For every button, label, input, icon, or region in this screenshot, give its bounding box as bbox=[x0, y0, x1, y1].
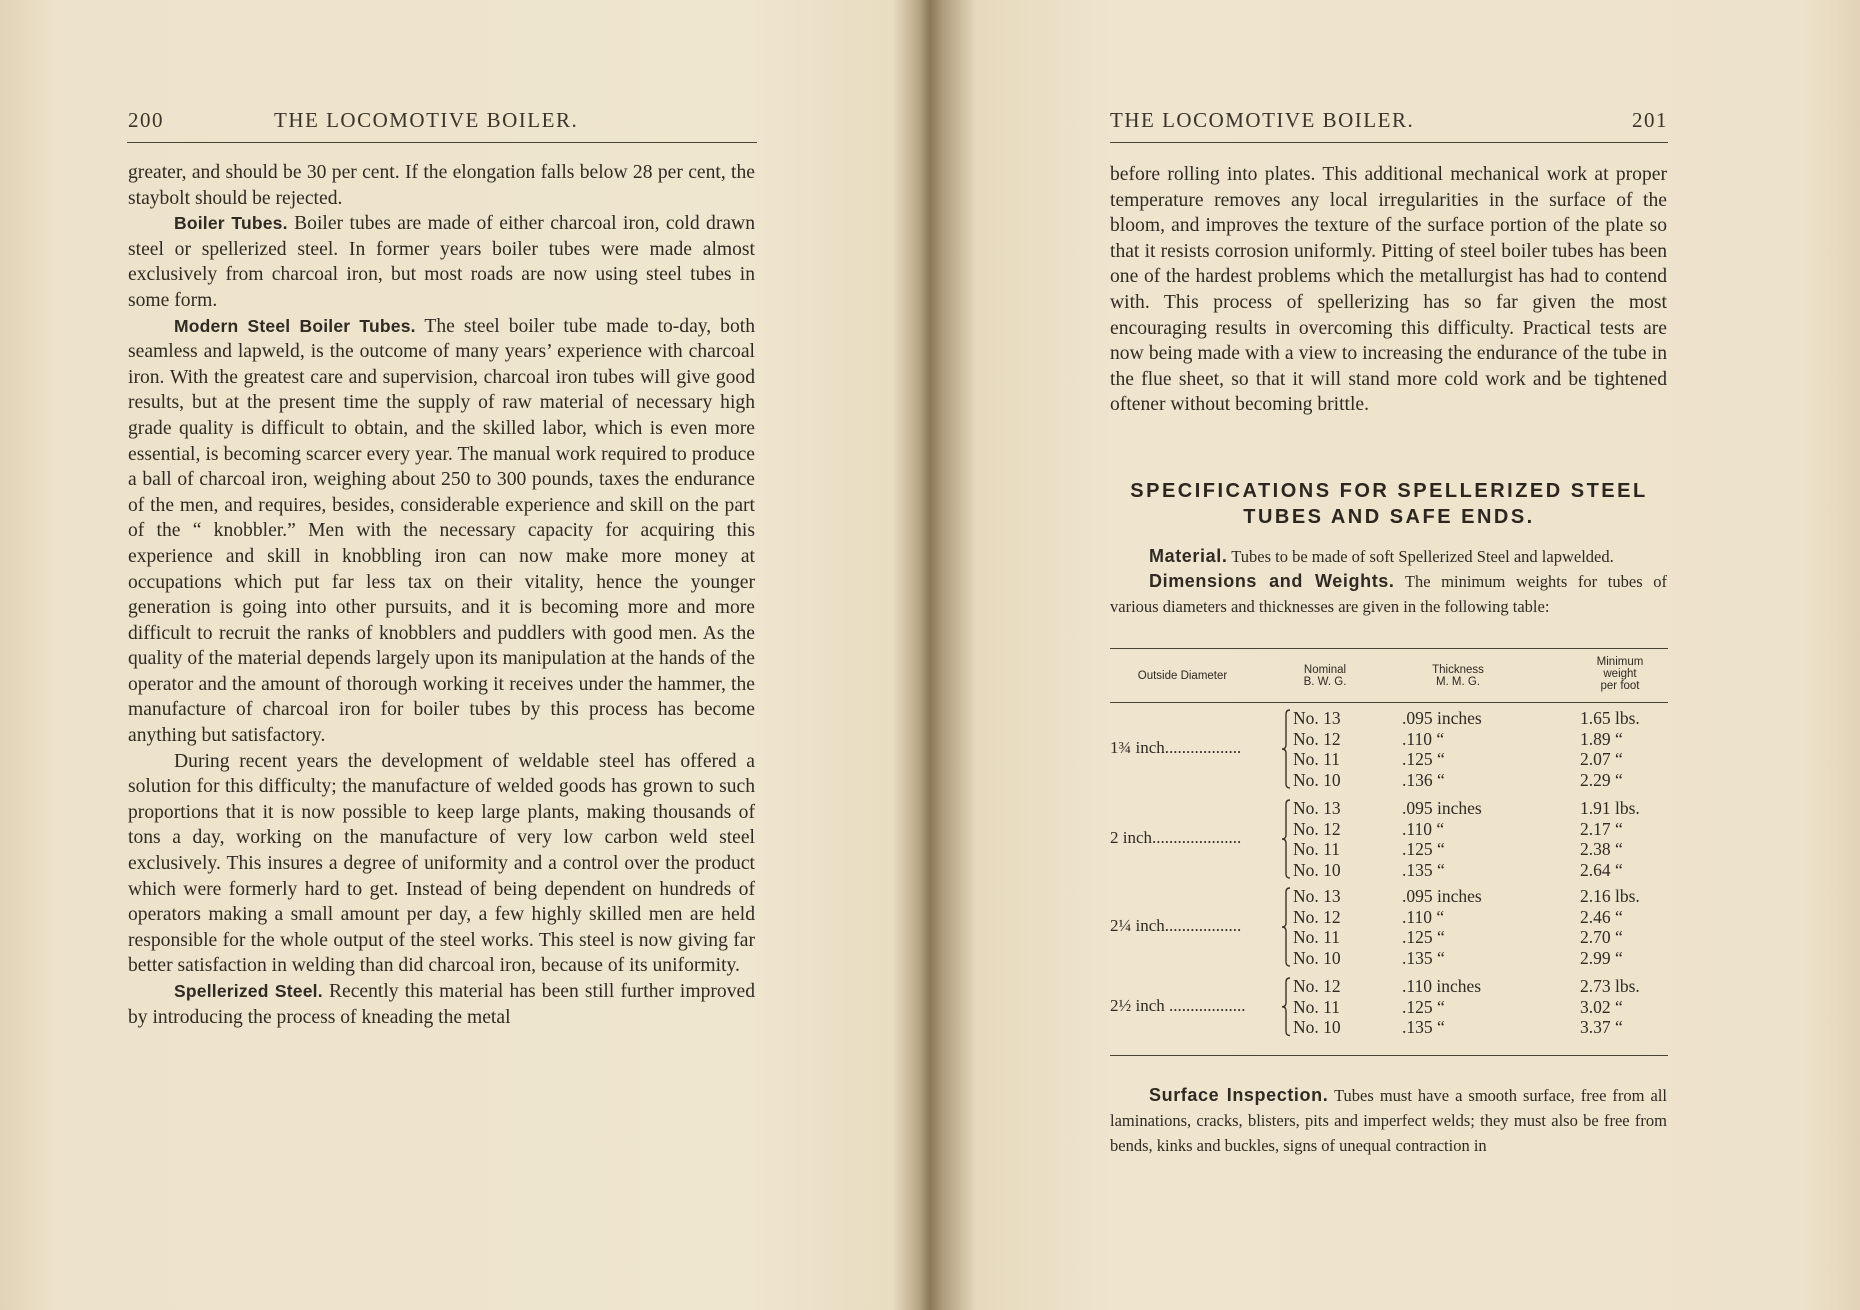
outside-diameter-cell: 2 inch..................... bbox=[1110, 828, 1242, 847]
table-rule bbox=[1110, 702, 1668, 703]
thickness-cell: .125 “ bbox=[1402, 749, 1445, 769]
nominal-column bbox=[1293, 976, 1373, 1038]
nominal-cell: No. 11 bbox=[1293, 996, 1340, 1017]
paragraph: During recent years the development of weldable steel has offered a solution for this difficulty; the manufacture of welded goods has grown to such proportions that it is now possible to keep large plants, making thousands of tons a day, working on the manufacture of very low carbon weld steel exclusively. This insures a degree of uniformity and a control over the product which were formerly hard to get. Instead of being dependent on hundreds of operators making a small amount per day, a few highly skilled men are held responsible for the whole output of the steel works. This steel is now giving far better satisfaction in welding than did charcoal iron, because of its uniformity. bbox=[128, 750, 755, 977]
paragraph-text: Boiler tubes are made of either charcoal iron, cold drawn steel or spellerized steel. In former years boiler tubes were made almost exclusively from charcoal iron, but most roads are now using steel tubes in some form. bbox=[128, 213, 756, 311]
nominal-cell: No. 13 bbox=[1293, 798, 1341, 818]
section-heading: Dimensions and Weights. bbox=[1149, 571, 1395, 591]
specifications-table bbox=[1110, 648, 1668, 1058]
nominal-cell: No. 10 bbox=[1293, 947, 1341, 968]
nominal-cell: No. 10 bbox=[1293, 1017, 1341, 1037]
nominal-column bbox=[1293, 708, 1373, 790]
nominal-cell: No. 13 bbox=[1293, 886, 1341, 906]
weight-column bbox=[1580, 976, 1665, 1038]
head-rule bbox=[1110, 142, 1668, 143]
thickness-cell: .095 inches bbox=[1402, 886, 1482, 906]
nominal-cell: No. 10 bbox=[1293, 769, 1341, 790]
weight-cell: 2.46 “ bbox=[1580, 906, 1623, 927]
nominal-cell: No. 12 bbox=[1293, 906, 1341, 927]
thickness-cell: .125 “ bbox=[1402, 927, 1445, 947]
paragraph bbox=[1110, 569, 1667, 619]
surface-inspection bbox=[1110, 1083, 1667, 1158]
thickness-cell: .135 “ bbox=[1402, 947, 1445, 968]
thickness-cell: .110 inches bbox=[1402, 976, 1482, 996]
page-number: 200 bbox=[128, 108, 164, 132]
left-page bbox=[0, 0, 920, 1310]
weight-cell: 3.02 “ bbox=[1580, 996, 1623, 1017]
nominal-cell: No. 11 bbox=[1293, 749, 1340, 769]
brace-icon bbox=[1281, 708, 1291, 790]
paragraph-text: The steel boiler tube made to-day, both seamless and lapweld, is the outcome of many years’ experience with charcoal iron. With the greatest care and supervision, charcoal iron tubes will give good results, but at the present time the supply of raw material of necessary high grade quality is difficult to obtain, and the skilled labor, which is even more essential, is becoming scarcer every year. The manual work required to produce a ball of charcoal iron, weighing about 250 to 300 pounds, taxes the endurance of the men, and requires, besides, considerable experience and skill on the part of the “ knobbler.” Men with the necessary capacity for acquiring this experience and skill in knobbling iron can now make more money at occupations which put far less tax on their vitality, hence the younger generation is going into other pursuits, and it is becoming more and more difficult to recruit the ranks of knobblers and puddlers with good men. As the quality of the material depends largely upon its manipulation at the hands of the operator and the amount of thorough working it receives under the hammer, the manufacture of charcoal iron for boiler tubes by this process has become anything but satisfactory. bbox=[128, 315, 755, 747]
brace-icon bbox=[1281, 886, 1291, 968]
weight-cell: 1.65 lbs. bbox=[1580, 708, 1640, 728]
nominal-cell: No. 11 bbox=[1293, 839, 1340, 859]
thickness-cell: .110 “ bbox=[1402, 906, 1445, 927]
nominal-cell: No. 11 bbox=[1293, 927, 1340, 947]
brace-icon bbox=[1281, 976, 1291, 1038]
outside-diameter-cell: 1¾ inch.................. bbox=[1110, 738, 1242, 757]
header-outside-diameter: Outside Diameter bbox=[1137, 670, 1228, 682]
outside-diameter-cell: 2½ inch .................. bbox=[1110, 995, 1246, 1015]
header-minimum-weight: Minimum weight per foot bbox=[1596, 656, 1644, 692]
thickness-cell: .125 “ bbox=[1402, 839, 1445, 859]
paragraph bbox=[128, 211, 755, 313]
right-page bbox=[932, 0, 1860, 1310]
table-group bbox=[1110, 798, 1668, 880]
thickness-cell: .110 “ bbox=[1402, 818, 1445, 839]
paragraph bbox=[128, 979, 755, 1030]
thickness-cell: .110 “ bbox=[1402, 728, 1445, 749]
paragraph bbox=[128, 314, 755, 749]
weight-cell: 2.73 lbs. bbox=[1580, 976, 1640, 996]
nominal-cell: No. 13 bbox=[1293, 708, 1341, 728]
spec-intro bbox=[1110, 544, 1667, 619]
nominal-cell: No. 12 bbox=[1293, 976, 1341, 996]
spec-title bbox=[1110, 478, 1668, 530]
thickness-cell: .095 inches bbox=[1402, 798, 1482, 818]
weight-column bbox=[1580, 886, 1665, 968]
table-group bbox=[1110, 708, 1668, 790]
weight-cell: 2.17 “ bbox=[1580, 818, 1623, 839]
thickness-column bbox=[1402, 708, 1522, 790]
thickness-cell: .135 “ bbox=[1402, 1017, 1445, 1037]
left-body bbox=[128, 160, 755, 1030]
section-heading: Spellerized Steel. bbox=[174, 981, 323, 1001]
weight-column bbox=[1580, 708, 1665, 790]
weight-cell: 2.99 “ bbox=[1580, 947, 1623, 968]
table-group bbox=[1110, 886, 1668, 968]
weight-cell: 2.70 “ bbox=[1580, 927, 1623, 947]
weight-cell: 2.29 “ bbox=[1580, 769, 1623, 790]
spec-title-line: TUBES AND SAFE ENDS. bbox=[1243, 506, 1535, 528]
weight-cell: 2.38 “ bbox=[1580, 839, 1623, 859]
paragraph-text: Tubes to be made of soft Spellerized Steel and lapwelded. bbox=[1231, 547, 1614, 566]
paragraph bbox=[1110, 1083, 1667, 1158]
weight-cell: 3.37 “ bbox=[1580, 1017, 1623, 1037]
right-body bbox=[1110, 162, 1667, 418]
weight-cell: 1.89 “ bbox=[1580, 728, 1623, 749]
nominal-cell: No. 12 bbox=[1293, 818, 1341, 839]
paragraph-text: Tubes must have a smooth surface, free from all laminations, cracks, blisters, pits and imperfect welds; they must also be free from bends, kinks and buckles, signs of unequal contraction in bbox=[1110, 1086, 1668, 1155]
thickness-cell: .135 “ bbox=[1402, 859, 1445, 880]
paragraph bbox=[1110, 544, 1667, 569]
section-heading: Surface Inspection. bbox=[1149, 1085, 1329, 1105]
thickness-cell: .095 inches bbox=[1402, 708, 1482, 728]
header-thickness: Thickness M. M. G. bbox=[1432, 664, 1484, 688]
running-head-right bbox=[1110, 108, 1668, 138]
nominal-column bbox=[1293, 886, 1373, 968]
spec-title-line: SPECIFICATIONS FOR SPELLERIZED STEEL bbox=[1130, 480, 1648, 502]
head-rule bbox=[127, 142, 757, 143]
weight-cell: 1.91 lbs. bbox=[1580, 798, 1640, 818]
weight-cell: 2.64 “ bbox=[1580, 859, 1623, 880]
weight-column bbox=[1580, 798, 1665, 880]
paragraph-text: Recently this material has been still further improved by introducing the process of kneading the metal bbox=[128, 981, 755, 1028]
weight-cell: 2.07 “ bbox=[1580, 749, 1623, 769]
page-number: 201 bbox=[1632, 108, 1668, 132]
brace-icon bbox=[1281, 798, 1291, 880]
paragraph: before rolling into plates. This additional mechanical work at proper temperature removes any local irregularities in the surface of the bloom, and improves the texture of the surface portion of the plate so that it resists corrosion uniformly. Pitting of steel boiler tubes has been one of the hardest problems which the metallurgist has had to contend with. This process of spellerizing has so far given the most encouraging results in overcoming this difficulty. Practical tests are now being made with a view to increasing the endurance of the tube in the flue sheet, so that it will stand more cold work and be tightened oftener without becoming brittle. bbox=[1110, 164, 1667, 416]
section-heading: Material. bbox=[1149, 546, 1228, 566]
running-head-left bbox=[128, 108, 756, 138]
running-title: THE LOCOMOTIVE BOILER. bbox=[1110, 108, 1415, 132]
header-nominal: Nominal B. W. G. bbox=[1303, 664, 1347, 688]
thickness-column bbox=[1402, 886, 1522, 968]
section-heading: Boiler Tubes. bbox=[174, 213, 288, 234]
paragraph: greater, and should be 30 per cent. If the elongation falls below 28 per cent, the staybolt should be rejected. bbox=[128, 162, 755, 209]
paragraph-text: The minimum weights for tubes of various diameters and thicknesses are given in the following table: bbox=[1110, 572, 1668, 616]
table-rule bbox=[1110, 648, 1668, 649]
nominal-column bbox=[1293, 798, 1373, 880]
running-title: THE LOCOMOTIVE BOILER. bbox=[274, 108, 579, 132]
thickness-cell: .125 “ bbox=[1402, 996, 1445, 1017]
table-group bbox=[1110, 976, 1668, 1038]
nominal-cell: No. 10 bbox=[1293, 859, 1341, 880]
table-rule bbox=[1110, 1055, 1668, 1056]
thickness-cell: .136 “ bbox=[1402, 769, 1445, 790]
thickness-column bbox=[1402, 976, 1522, 1038]
thickness-column bbox=[1402, 798, 1522, 880]
section-heading: Modern Steel Boiler Tubes. bbox=[174, 315, 416, 336]
weight-cell: 2.16 lbs. bbox=[1580, 886, 1640, 906]
nominal-cell: No. 12 bbox=[1293, 728, 1341, 749]
outside-diameter-cell: 2¼ inch.................. bbox=[1110, 916, 1242, 935]
